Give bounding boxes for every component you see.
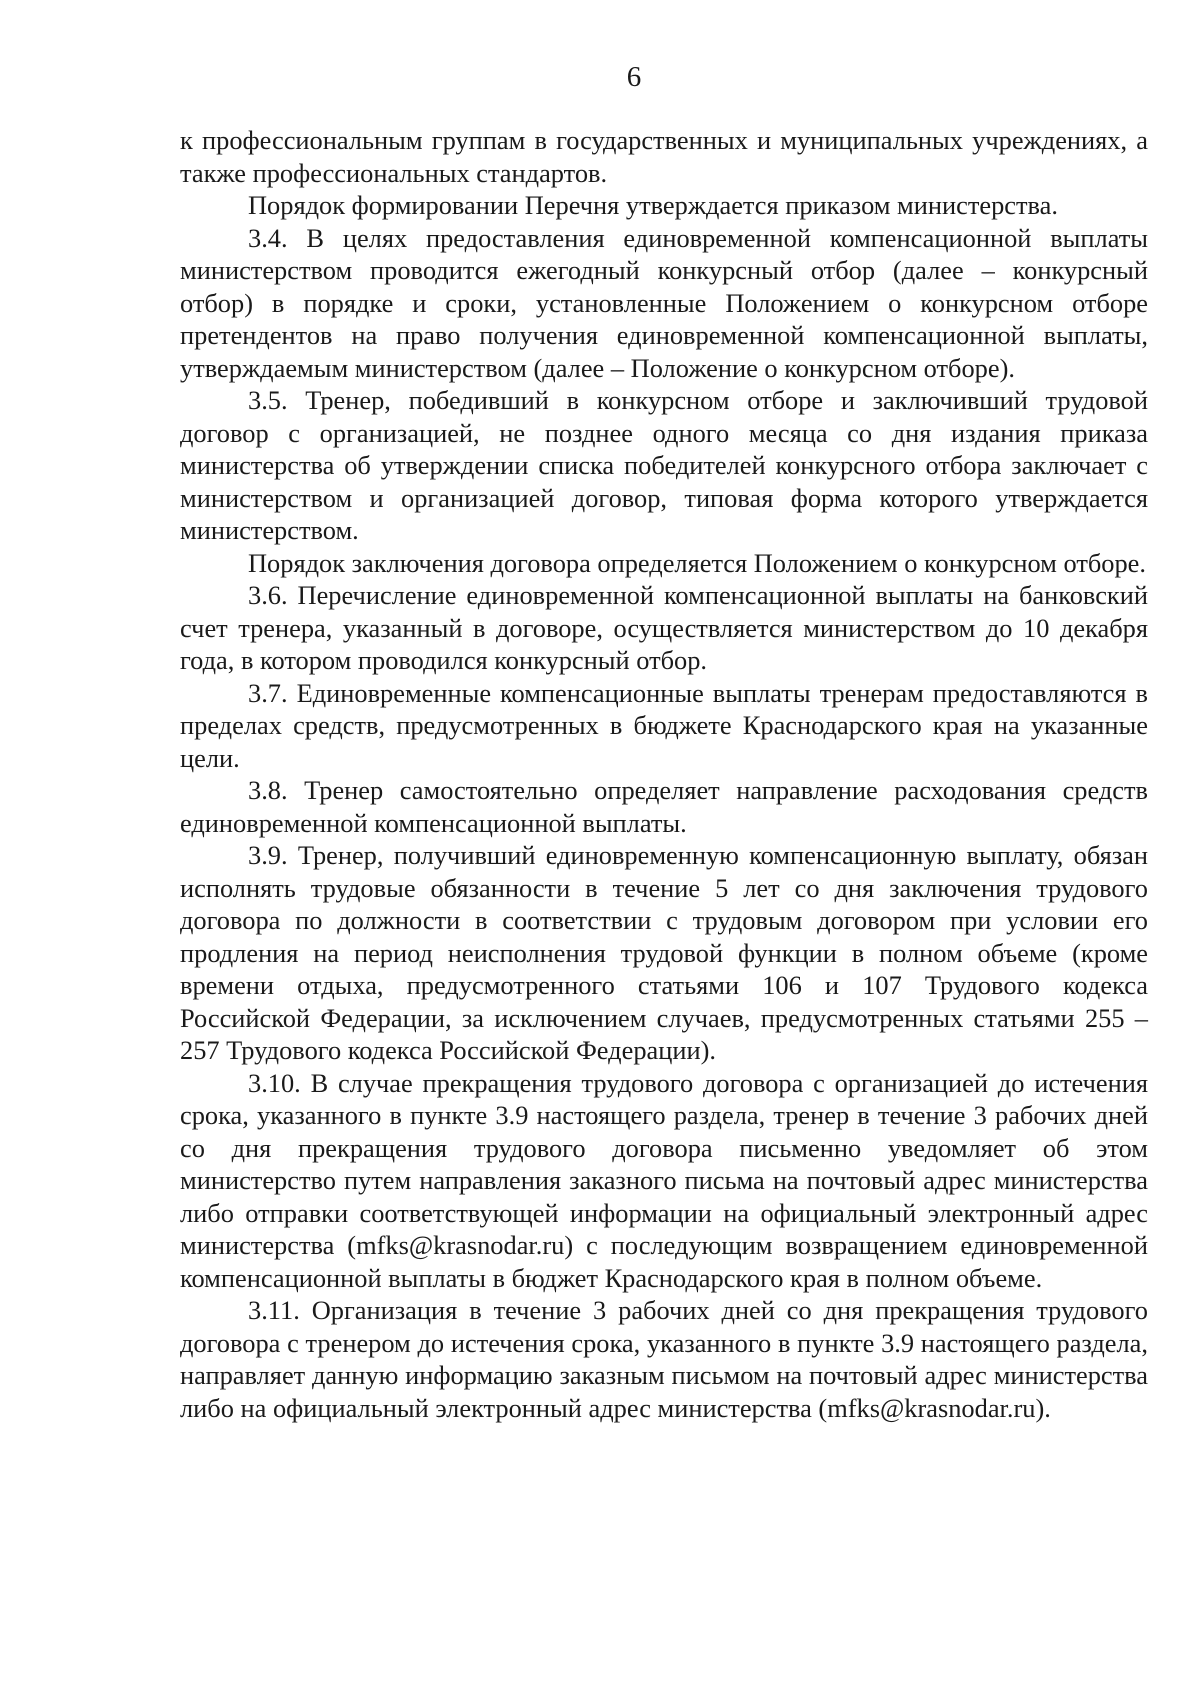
paragraph-3-9: 3.9. Тренер, получивший единовременную компенсационную выплату, обязан исполнять трудовые обязанности в течение 5 лет со дня заключения трудового договора по должности в соответствии с трудовым договором при условии его продления на период неисполнения трудовой функции в полном объеме (кроме времени отдыха, предусмотренного статьями 106 и 107 Трудового кодекса Российской Федерации, за исключением случаев, предусмотренных статьями 255 – 257 Трудового кодекса Российской Федерации). [180, 840, 1148, 1065]
paragraph-3-5: 3.5. Тренер, победивший в конкурсном отборе и заключивший трудовой договор с организацией, не позднее одного месяца со дня издания приказа министерства об утверждении списка победителей конкурсного отбора заключает с министерством и организацией договор, типовая форма которого утверждается министерством. [180, 385, 1148, 545]
paragraph-3-10: 3.10. В случае прекращения трудового договора с организацией до истечения срока, указанного в пункте 3.9 настоящего раздела, тренер в течение 3 рабочих дней со дня прекращения трудового договора письменно уведомляет об этом министерство путем направления заказного письма на почтовый адрес министерства либо отправки соответствующей информации на официальный электронный адрес министерства (mfks@krasnodar.ru) с последующим возвращением единовременной компенсационной выплаты в бюджет Краснодарского края в полном объеме. [180, 1067, 1148, 1293]
paragraph-3-6: 3.6. Перечисление единовременной компенсационной выплаты на банковский счет тренера, указанный в договоре, осуществляется министерством до 10 декабря года, в котором проводился конкурсный отбор. [180, 580, 1148, 675]
paragraph-3-11: 3.11. Организация в течение 3 рабочих дней со дня прекращения трудового договора с тренером до истечения срока, указанного в пункте 3.9 настоящего раздела, направляет данную информацию заказным письмом на почтовый адрес министерства либо на официальный электронный адрес министерства (mfks@krasnodar.ru). [180, 1295, 1148, 1423]
page-number: 6 [626, 61, 642, 93]
paragraph-3-8: 3.8. Тренер самостоятельно определяет направление расходования средств единовременной компенсационной выплаты. [180, 775, 1148, 838]
paragraph-3-4: 3.4. В целях предоставления единовременной компенсационной выплаты министерством проводится ежегодный конкурсный отбор (далее – конкурсный отбор) в порядке и сроки, установленные Положением о конкурсном отборе претендентов на право получения единовременной компенсационной выплаты, утверждаемым министерством (далее – Положение о конкурсном отборе). [180, 222, 1148, 383]
paragraph-contract-order: Порядок заключения договора определяется Положением о конкурсном отборе. [248, 547, 1146, 578]
paragraph-continuation: к профессиональным группам в государственных и муниципальных учреждениях, а также профессиональных стандартов. [180, 125, 1148, 188]
paragraph-list-order: Порядок формировании Перечня утверждается приказом министерства. [248, 190, 1058, 220]
paragraph-3-7: 3.7. Единовременные компенсационные выплаты тренерам предоставляются в пределах средств, предусмотренных в бюджете Краснодарского края на указанные цели. [180, 677, 1148, 773]
document-body [180, 124, 1148, 1424]
